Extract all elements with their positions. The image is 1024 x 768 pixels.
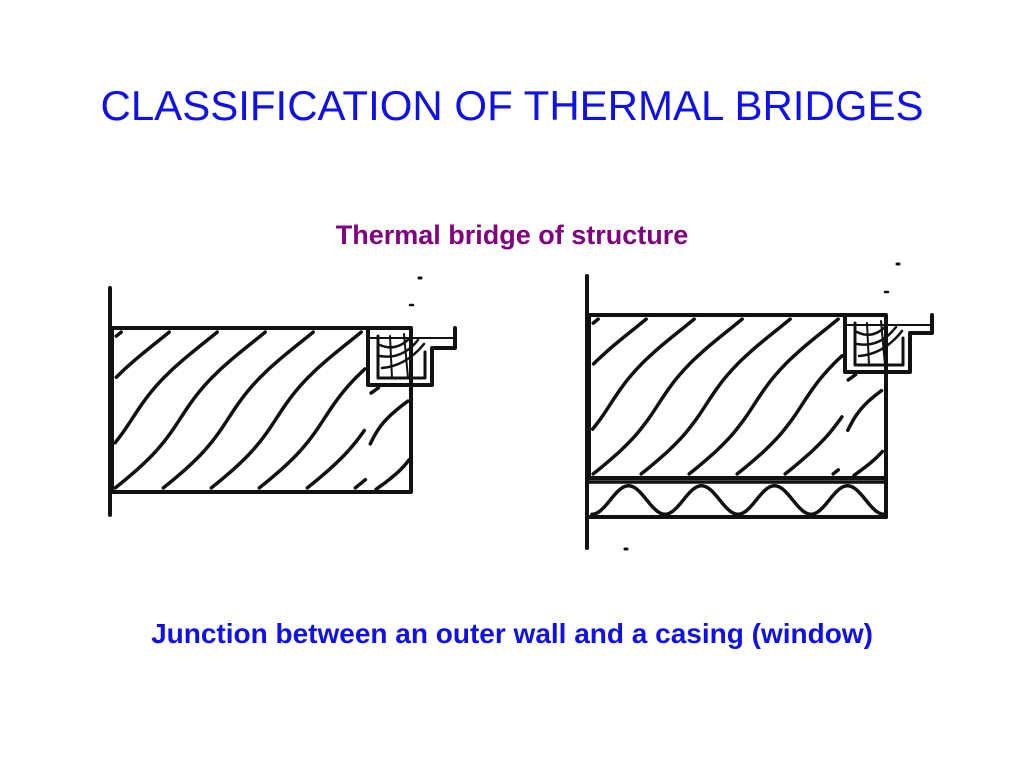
hatch-line: [854, 452, 882, 476]
hatch-line: [371, 388, 378, 393]
hatch-line: [307, 431, 364, 488]
hatch-line: [785, 417, 842, 474]
diagram-right: [587, 264, 932, 549]
hatch-line: [594, 319, 647, 364]
hatch-line: [376, 460, 409, 489]
hatch-line: [848, 375, 855, 380]
hatch-line: [737, 356, 842, 474]
hatch-line: [116, 332, 121, 336]
insulation-layer: [592, 486, 884, 515]
hatch-line: [848, 391, 882, 431]
window-casing-right: [845, 315, 932, 372]
hatch-line: [833, 470, 838, 474]
wall-hatch-left: [115, 332, 409, 489]
diagram-left: [110, 278, 455, 515]
slide-title: CLASSIFICATION OF THERMAL BRIDGES: [100, 82, 924, 129]
slide-caption: Junction between an outer wall and a casing (window): [151, 618, 873, 649]
hatch-line: [259, 369, 365, 488]
slide-subtitle: Thermal bridge of structure: [335, 220, 689, 250]
hatch-line: [370, 401, 408, 444]
wall-outline-right: [589, 315, 886, 478]
hatch-line: [593, 319, 598, 323]
wall-hatch-right: [593, 319, 883, 475]
hatch-line: [116, 332, 169, 377]
hatch-line: [355, 480, 365, 488]
